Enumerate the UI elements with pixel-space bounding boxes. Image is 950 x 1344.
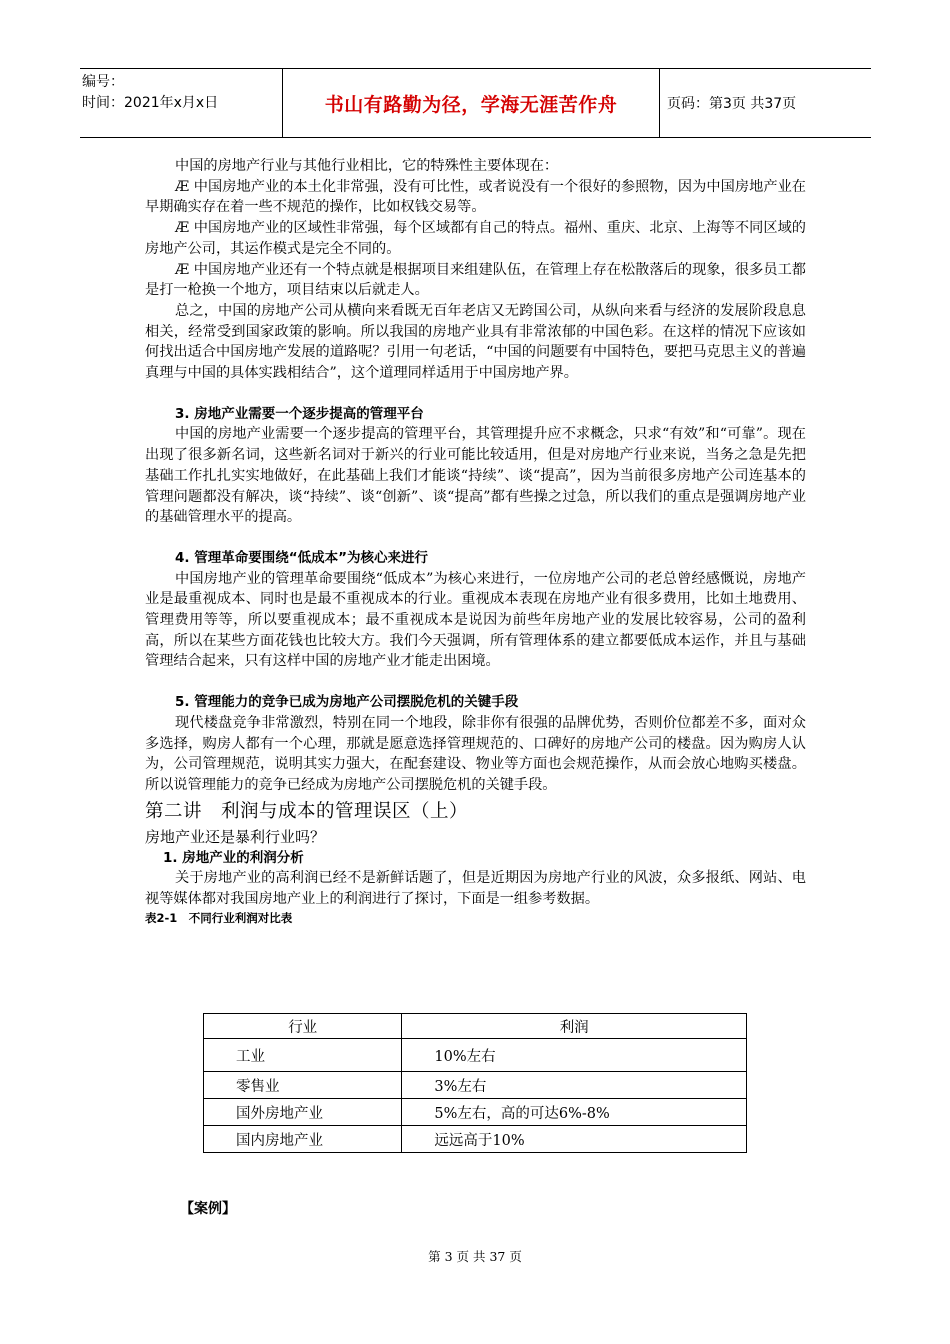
table-caption: 表2-1 不同行业利润对比表: [145, 910, 293, 925]
table-cell: 国外房地产业: [204, 1099, 402, 1126]
table-cell: 零售业: [204, 1072, 402, 1099]
case-label: 【案例】: [180, 1201, 236, 1217]
section-heading-1: 1. 房地产业的利润分析: [163, 849, 304, 866]
time-label: 时间：2021年x月x日: [82, 95, 219, 111]
paragraph-intro: 中国的房地产行业与其他行业相比，它的特殊性主要体现在：: [175, 158, 559, 174]
paragraph-section-4: 中国房地产业的管理革命要围绕“低成本”为核心来进行，一位房地产公司的老总曾经感慨说，房地产业是最重视成本、同时也是最不重视成本的行业。重视成本表现在房地产业有很多费用，比如土地费用、管理费用等等，所以要重视成本；最不重视成本是说因为前些年房地产业的发展比较容易，公司的盈利高，所以在某些方面花钱也比较大方。我们今天强调，所有管理体系的建立都要低成本运作，并且与基础管理结合起来，只有这样中国的房地产业才能走出困境。: [145, 570, 806, 670]
bullet-project-teams: Æ 中国房地产业还有一个特点就是根据项目来组建队伍，在管理上存在松散落后的现象，很多员工都是打一枪换一个地方，项目结束以后就走人。: [145, 261, 806, 299]
table-row: [204, 1126, 747, 1153]
paragraph-summary: 总之，中国的房地产公司从横向来看既无百年老店又无跨国公司，从纵向来看与经济的发展阶段息息相关，经常受到国家政策的影响。所以我国的房地产业具有非常浓郁的中国色彩。在这样的情况下应该如何找出适合中国房地产发展的道路呢？引用一句老话，“中国的问题要有中国特色，要把马克思主义的普遍真理与中国的具体实践相结合”，这个道理同样适用于中国房地产界。: [145, 302, 806, 382]
table-cell: 远远高于10%: [402, 1126, 747, 1153]
paragraph-section-5: 现代楼盘竞争非常激烈，特别在同一个地段，除非你有很强的品牌优势，否则价位都差不多，面对众多选择，购房人都有一个心理，那就是愿意选择管理规范的、口碑好的房地产公司的楼盘。因为购房人认为，公司管理规范，说明其实力强大，在配套建设、物业等方面也会规范操作，从而会放心地购买楼盘。所以说管理能力的竞争已经成为房地产公司摆脱危机的关键手段。: [145, 714, 806, 793]
document-body: [145, 156, 806, 926]
bullet-localization: Æ 中国房地产业的本土化非常强，没有可比性，或者说没有一个很好的参照物，因为中国房地产业在早期确实存在着一些不规范的操作，比如权钱交易等。: [145, 178, 806, 216]
table-header-cell: 行业: [204, 1014, 402, 1039]
paragraph-section-3: 中国的房地产业需要一个逐步提高的管理平台，其管理提升应不求概念，只求“有效”和“可靠”。现在出现了很多新名词，这些新名词对于新兴的行业可能比较适用，但是对房地产行业来说，当务之急是先把基础工作扎扎实实地做好，在此基础上我们才能谈“持续”、谈“提高”，因为当前很多房地产公司连基本的管理问题都没有解决，谈“持续”、谈“创新”、谈“提高”都有些操之过急，所以我们的重点是强调房地产业的基础管理水平的提高。: [145, 426, 806, 526]
page-footer: 第 3 页 共 37 页: [428, 1249, 522, 1264]
serial-label: 编号：: [82, 74, 124, 90]
table-cell: 3%左右: [402, 1072, 747, 1099]
section-heading-4: 4. 管理革命要围绕“低成本”为核心来进行: [175, 549, 428, 566]
table-cell: 国内房地产业: [204, 1126, 402, 1153]
paragraph-profit: 关于房地产业的高利润已经不是新鲜话题了，但是近期因为房地产行业的风波，众多报纸、网站、电视等媒体都对我国房地产业上的利润进行了探讨，下面是一组参考数据。: [145, 870, 806, 908]
page-header: [80, 68, 871, 138]
profit-table: [203, 1013, 747, 1153]
table-cell: 工业: [204, 1039, 402, 1072]
sub-title: 房地产业还是暴利行业吗？: [145, 827, 326, 846]
table-row: [204, 1039, 747, 1072]
section-heading-3: 3. 房地产业需要一个逐步提高的管理平台: [175, 405, 424, 422]
bullet-regional: Æ 中国房地产业的区域性非常强，每个区域都有自己的特点。福州、重庆、北京、上海等不同区域的房地产公司，其运作模式是完全不同的。: [145, 220, 806, 257]
table-row: [204, 1072, 747, 1099]
header-page-label: 页码：第3页 共37页: [667, 96, 797, 112]
table-header-cell: 利润: [402, 1014, 747, 1039]
table-row: [204, 1099, 747, 1126]
table-cell: 10%左右: [402, 1039, 747, 1072]
table-header-row: [204, 1014, 747, 1039]
header-meta: [82, 72, 282, 114]
header-motto: 书山有路勤为径，学海无涯苦作舟: [282, 69, 660, 137]
lecture-title: 第二讲 利润与成本的管理误区（上）: [145, 800, 469, 822]
section-heading-5: 5. 管理能力的竞争已成为房地产公司摆脱危机的关键手段: [175, 694, 519, 711]
table-cell: 5%左右，高的可达6%-8%: [402, 1099, 747, 1126]
